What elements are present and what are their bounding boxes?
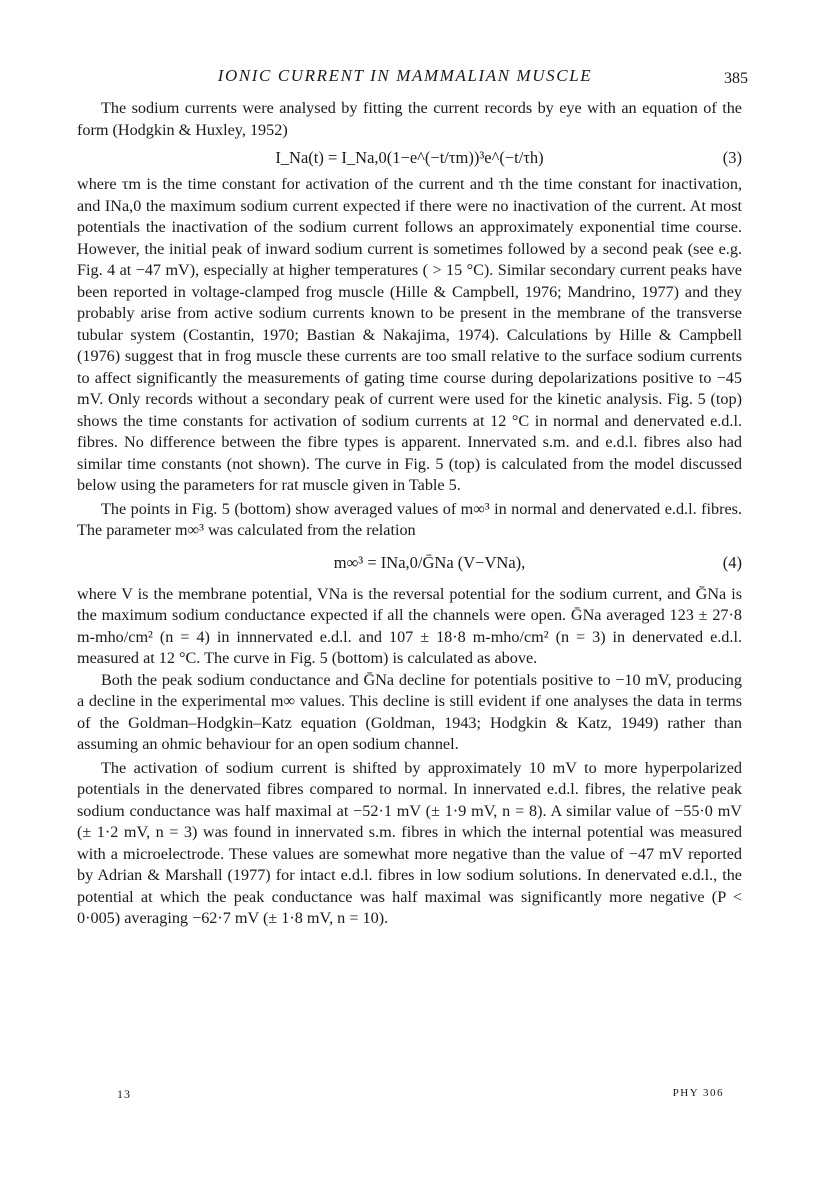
equation-4-number: (4): [722, 552, 742, 572]
equation-3-number: (3): [722, 148, 742, 167]
running-head: IONIC CURRENT IN MAMMALIAN MUSCLE: [217, 66, 593, 85]
equation-3: [77, 141, 742, 174]
body-text: [77, 98, 742, 930]
paragraph-1: The sodium currents were analysed by fitting the current records by eye with an equation of the form (Hodgkin & Huxley, 1952): [77, 99, 742, 139]
equation-3-expression: I_Na(t) = I_Na,0(1−e^(−t/τm))³e^(−t/τh): [275, 148, 544, 167]
equation-4-expression: m∞³ = INa,0/ḠNa (V−VNa),: [333, 552, 526, 572]
paragraph-4: where V is the membrane potential, VNa is the reversal potential for the sodium current, and ḠNa is the maximum sodium conductance expected if all the channels were open. ḠNa averaged 123 ± 27·8 m-mho/cm² (n = 4) in innnervated e.d.l. and 107 ± 18·8 m-mho/cm² (n = 3) in denervated e.d.l. measured at 12 °C. The curve in Fig. 5 (bottom) is calculated as above.: [77, 584, 742, 667]
paragraph-3: The points in Fig. 5 (bottom) show averaged values of m∞³ in normal and denervated e.d.l. fibres. The parameter m∞³ was calculated from the relation: [77, 499, 742, 539]
footer-signature: 13: [117, 1087, 131, 1101]
equation-4: [77, 542, 742, 584]
page-number: 385: [724, 70, 748, 87]
paragraph-5: Both the peak sodium conductance and ḠNa decline for potentials positive to −10 mV, producing a decline in the experimental m∞ values. This decline is still evident if one analyses the data in terms of the Goldman–Hodgkin–Katz equation (Goldman, 1943; Hodgkin & Katz, 1949) rather than assuming an ohmic behaviour for an open sodium channel.: [77, 670, 742, 753]
footer-journal-code: PHY 306: [672, 1087, 724, 1099]
paragraph-6: The activation of sodium current is shifted by approximately 10 mV to more hyperpolarized potentials in the denervated fibres compared to normal. In innervated e.d.l. fibres, the relative peak sodium conductance was half maximal at −52·1 mV (± 1·9 mV, n = 8). A similar value of −55·0 mV (± 1·2 mV, n = 3) was found in innervated s.m. fibres in which the internal potential was measured with a microelectrode. These values are somewhat more negative than the value of −47 mV reported by Adrian & Marshall (1977) for intact e.d.l. fibres in low sodium solutions. In denervated e.d.l., the potential at which the peak conductance was half maximal was significantly more negative (P < 0·005) averaging −62·7 mV (± 1·8 mV, n = 10).: [77, 758, 742, 927]
paragraph-2: where τm is the time constant for activation of the current and τh the time constant for inactivation, and INa,0 the maximum sodium current expected if there were no inactivation of the current. At most potentials the inactivation of the sodium current follows an approximately exponential time course. However, the initial peak of inward sodium current is sometimes followed by a second peak (see e.g. Fig. 4 at −47 mV), especially at higher temperatures ( > 15 °C). Similar secondary current peaks have been reported in voltage-clamped frog muscle (Hille & Campbell, 1976; Mandrino, 1977) and they probably arise from active sodium currents known to be present in the membrane of the transverse tubular system (Costantin, 1970; Bastian & Nakajima, 1974). Calculations by Hille & Campbell (1976) suggest that in frog muscle these currents are too small relative to the surface sodium currents to affect significantly the measurements of gating time course during depolarizations positive to −45 mV. Only records without a secondary peak of current were used for the kinetic analysis. Fig. 5 (top) shows the time constants for activation of sodium currents at 12 °C in normal and denervated e.d.l. fibres. No difference between the fibre types is apparent. Innervated s.m. and e.d.l. fibres also had similar time constants (not shown). The curve in Fig. 5 (top) is calculated from the model discussed below using the parameters for rat muscle given in Table 5.: [77, 175, 742, 494]
